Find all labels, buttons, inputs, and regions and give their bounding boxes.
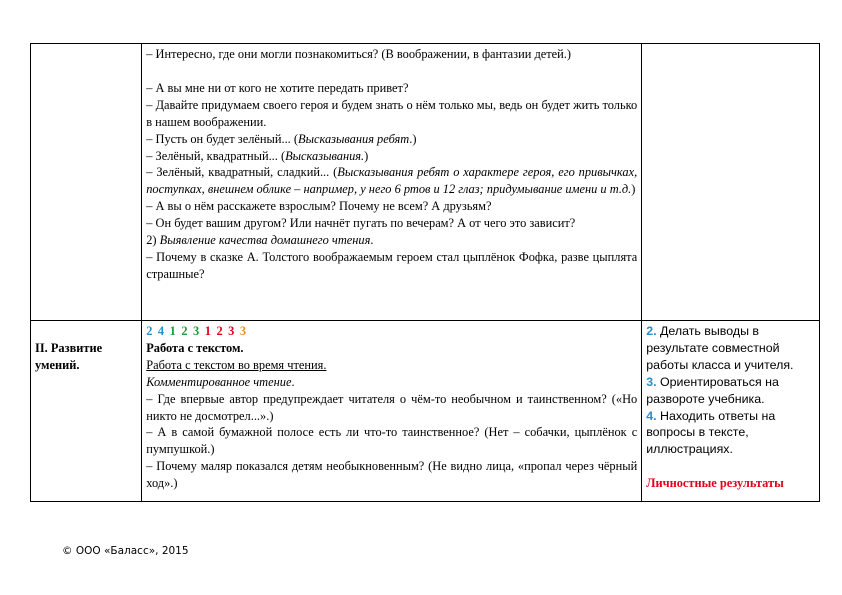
text-line: – Интересно, где они могли познакомиться? (В воображении, в фантазии детей.) [146,47,572,61]
stage-cell [31,44,142,321]
text-line [146,164,637,198]
color-codes [146,323,637,340]
text-fragment: .) [409,131,417,146]
content-cell [142,321,642,502]
text-line: – А вы мне ни от кого не хотите передать привет? [146,80,409,95]
color-code-number: 3 [193,324,200,338]
item-text: Находить ответы на вопросы в тексте, иллюстрациях. [646,408,776,457]
text-fragment: . [291,374,295,389]
text-line: – А вы о нём расскажете взрослым? Почему не всем? А друзьям? [146,199,492,214]
italic-fragment: Выявление качества домашнего чтения [159,233,371,248]
color-code-number: 4 [157,324,165,338]
color-code-number: 2 [146,324,153,338]
item-text: Делать выводы в результате совместной работы класса и учителя. [646,324,794,372]
color-code-number: 2 [181,324,189,338]
lesson-table [30,43,820,502]
personal-results-label: Личностные результаты [646,476,784,491]
results-cell [642,321,820,502]
item-number: 3. [646,374,657,389]
text-line: – Давайте придумаем своего героя и будем знать о нём только мы, ведь он будет жить только в нашем воображении. [146,97,638,129]
text-line [146,232,637,249]
item-number: 4. [646,408,657,423]
italic-fragment: Высказывания ребят о характере героя, его привычках, поступках, внешнем облике – например, у него 6 ртов и 12 глаз; придумывание имени и т.д. [146,165,638,197]
text-line: – Он будет вашим другом? Или начнёт пугать по вечерам? А от чего это зависит? [146,216,576,231]
text-line: – Почему в сказке А. Толстого воображаемым героем стал цыплёнок Фофка, разве цыплята страшные? [146,249,638,281]
table-row [31,44,820,321]
stage-cell [31,321,142,502]
color-code-number: 1 [204,324,212,338]
content-cell [142,44,642,321]
text-line: – Почему маляр показался детям необыкновенным? (Не видно лица, «пропал через чёрный ход».) [146,459,638,491]
text-line [146,148,637,165]
table-row [31,321,820,502]
color-code-number: 3 [239,324,247,338]
text-fragment: – Пусть он будет зелёный... ( [146,131,298,146]
results-cell [642,44,820,321]
result-item [646,324,793,372]
color-code-number: 1 [169,324,177,338]
text-line [146,131,637,148]
item-text: Ориентироваться на развороте учебника. [646,374,779,406]
italic-fragment: Высказывания. [285,148,365,163]
result-item [646,375,779,406]
text-fragment: 2) [146,233,160,248]
italic-fragment: Высказывания ребят [298,131,410,146]
color-code-number: 2 [216,324,224,338]
text-fragment: ) [364,148,369,163]
text-fragment: – Зелёный, квадратный, сладкий... ( [146,165,338,180]
text-line: – А в самой бумажной полосе есть ли что-то таинственное? (Нет – собачки, цыплёнок с пумпушкой.) [146,425,638,457]
item-number: 2. [646,324,657,338]
color-code-number: 3 [228,324,235,338]
blank-line [146,63,637,80]
text-fragment: – Зелёный, квадратный... ( [146,148,286,163]
text-fragment: . [370,233,374,248]
text-fragment: ) [631,182,636,197]
copyright-footer: © ООО «Баласс», 2015 [62,545,189,557]
method-line [146,374,637,391]
section-heading: Работа с текстом. [146,340,244,355]
result-item [646,409,775,457]
italic-fragment: Комментированное чтение [146,374,292,389]
text-line: – Где впервые автор предупреждает читателя о чём-то необычном и таинственном? («Но никто не досмотрел...».) [146,391,638,423]
section-subheading: Работа с текстом во время чтения. [146,357,327,372]
stage-title: II. Развитие умений. [35,341,103,372]
